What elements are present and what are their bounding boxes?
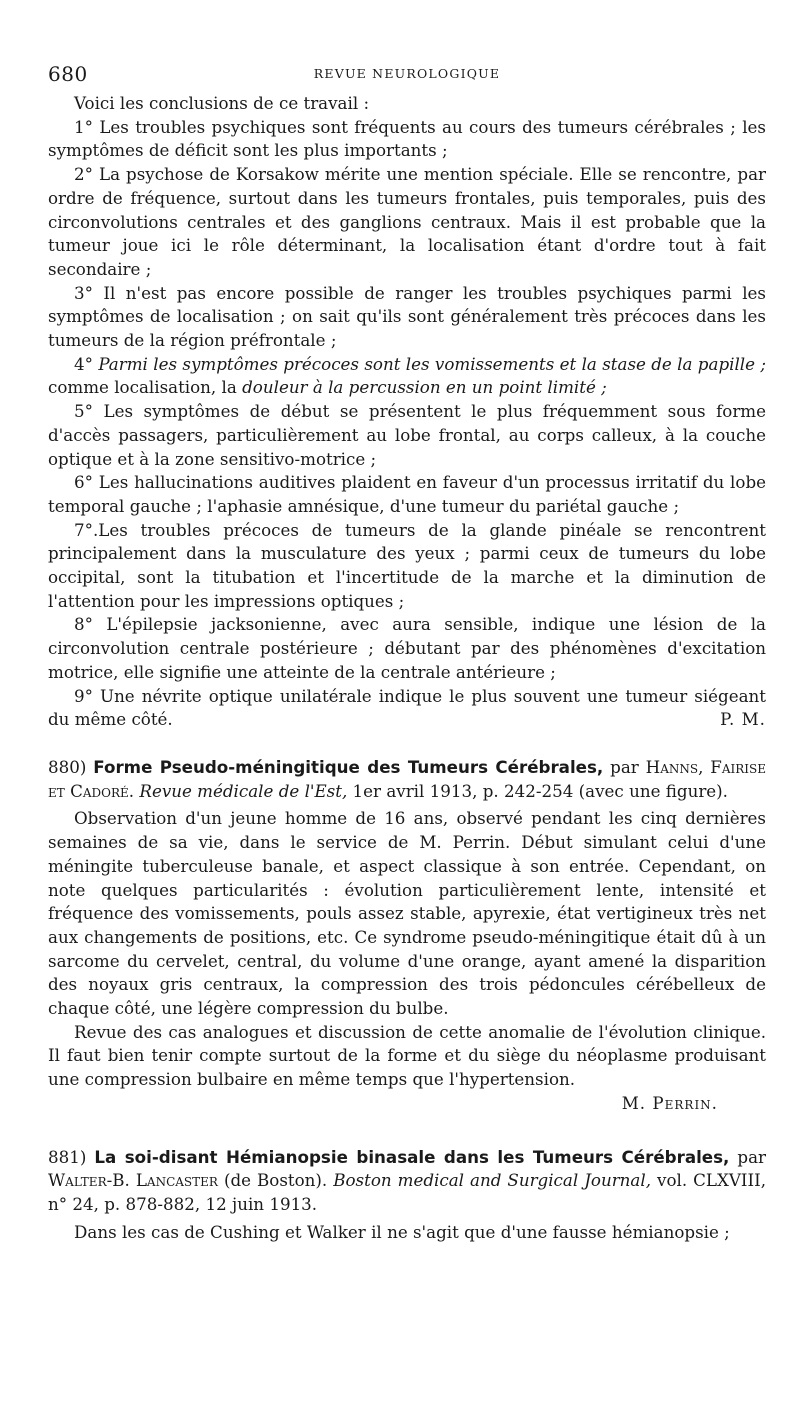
entry-881-number: 881): [48, 1146, 87, 1167]
conclusions-intro: Voici les conclusions de ce travail :: [74, 93, 370, 113]
entry-881-citation: vol. CLXVIII, n° 24, p. 878-882, 12 juin 1913.: [48, 1170, 767, 1214]
running-head: REVUE NEUROLOGIQUE: [313, 66, 501, 81]
entry-880-number: 880): [48, 756, 87, 777]
conclusions-signature: P. M.: [720, 709, 766, 730]
conclusion-item: 1° Les troubles psychiques sont fréquents au cours des tumeurs cérébrales ; les symptômes de déficit sont les plus importants ;: [48, 116, 766, 161]
entry-880-journal: Revue médicale de l'Est,: [139, 780, 348, 801]
entry-880-paragraph: Revue des cas analogues et discussion de cette anomalie de l'évolution clinique. Il faut bien tenir compte surtout de la forme et du siège du néoplasme produisant une compression bulbaire en même temps que l'hypertension.: [48, 1021, 766, 1090]
entry-881-paragraph: Dans les cas de Cushing et Walker il ne s'agit que d'une fausse hémianopsie ;: [74, 1221, 730, 1242]
entry-880-signature: M. Perrin.: [621, 1092, 718, 1113]
conclusion-item: 2° La psychose de Korsakow mérite une mention spéciale. Elle se rencontre, par ordre de fréquence, surtout dans les tumeurs frontales, puis temporales, puis des circonvolutions centrales et des ganglions centraux. Mais il est probable que la tumeur joue ici le rôle déterminant, la localisation étant d'ordre tout à fait secondaire ;: [48, 164, 766, 279]
conclusion-item: 8° L'épilepsie jacksonienne, avec aura sensible, indique une lésion de la circonvolution centrale postérieure ; débutant par des phénomènes d'excitation motrice, elle signifie une atteinte de la centrale antérieure ;: [48, 614, 766, 682]
item4-italic-b: douleur à la percussion en un point limité ;: [242, 377, 607, 398]
entry-881-authors: Walter-B. Lancaster: [48, 1170, 218, 1191]
entry-881-origin: (de Boston).: [217, 1170, 334, 1191]
entry-881-title: La soi-disant Hémianopsie binasale dans les Tumeurs Cérébrales,: [94, 1146, 730, 1167]
entry-880: [48, 756, 766, 1116]
entry-881: [48, 1146, 766, 1245]
entry-880-paragraph: Observation d'un jeune homme de 16 ans, observé pendant les cinq dernières semaines de sa vie, dans le service de M. Perrin. Début simulant celui d'une méningite tuberculeuse banale, et aspect classique à son entrée. Cependant, on note quelques particularités : évolution particulièrement lente, intensité et fréquence des vomissements, pouls assez stable, apyrexie, état vertigineux très net aux changements de positions, etc. Ce syndrome pseudo-méningitique était dû à un sarcome du cervelet, central, du volume d'une orange, ayant amené la disparition des noyaux gris centraux, la compression des trois pédoncules cérébelleux de chaque côté, une légère compression du bulbe.: [48, 808, 766, 1019]
conclusion-item-4: [48, 353, 766, 400]
conclusion-item: 3° Il n'est pas encore possible de ranger les troubles psychiques parmi les symptômes de localisation ; on sait qu'ils sont généralement très précoces dans les tumeurs de la région préfrontale ;: [48, 282, 766, 351]
entry-880-authors: Hanns, Fairise et Cadoré.: [48, 756, 767, 801]
entry-881-heading: [48, 1146, 766, 1217]
entry-881-journal: Boston medical and Surgical Journal,: [333, 1170, 652, 1191]
entry-881-par: par: [729, 1146, 766, 1167]
conclusion-item: 7°.Les troubles précoces de tumeurs de la glande pinéale se rencontrent principalement dans la musculature des yeux ; parmi ceux de tumeurs du lobe occipital, sont la titubation et l'incertitude de la marche et la diminution de l'attention pour les impressions optiques ;: [48, 519, 766, 611]
entry-880-citation: 1er avril 1913, p. 242-254 (avec une figure).: [347, 780, 728, 801]
item4-prefix: 4°: [74, 353, 99, 374]
conclusion-item: 6° Les hallucinations auditives plaident en faveur d'un processus irritatif du lobe temporal gauche ; l'aphasie amnésique, d'une tumeur du pariétal gauche ;: [48, 472, 766, 516]
page-number: 680: [48, 62, 88, 86]
item9-text: 9° Une névrite optique unilatérale indique le plus souvent une tumeur siégeant du même côté.: [48, 685, 766, 730]
entry-880-title: Forme Pseudo-méningitique des Tumeurs Cérébrales,: [93, 756, 604, 777]
conclusions-section: [48, 92, 766, 732]
entry-880-par: par: [603, 756, 646, 777]
page-header: [48, 58, 766, 92]
item4-italic-a: Parmi les symptômes précoces sont les vomissements et la stase de la papille ;: [98, 353, 766, 374]
conclusion-item-9: [48, 685, 766, 732]
conclusion-item: 5° Les symptômes de début se présentent le plus fréquemment sous forme d'accès passagers, particulièrement au lobe frontal, au corps calleux, à la couche optique et à la zone sensitivo-motrice ;: [48, 401, 766, 469]
journal-page: [48, 58, 766, 1244]
item4-middle: comme localisation, la: [48, 377, 243, 398]
entry-880-heading: [48, 756, 766, 803]
